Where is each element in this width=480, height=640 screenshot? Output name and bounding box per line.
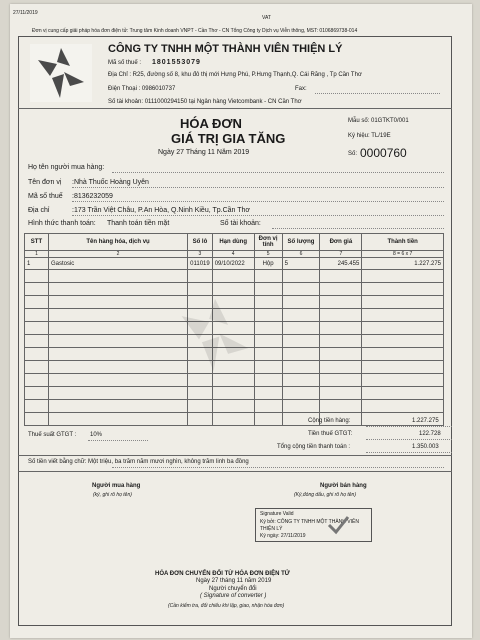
buyer-signature-note: (ký, ghi rõ họ tên) bbox=[93, 492, 132, 498]
signature-signer: Ký bởi: CÔNG TY TNHH MỘT THÀNH VIÊN bbox=[260, 519, 359, 525]
cell-unit: Hộp bbox=[254, 258, 282, 270]
col-header: Thành tiền bbox=[362, 234, 444, 251]
invoice-symbol: Ký hiệu: TL/19E bbox=[348, 133, 391, 139]
buyer-signature-title: Người mua hàng bbox=[92, 483, 141, 489]
invoice-number-label: Số: bbox=[348, 151, 358, 157]
subtotal-value: 1.227.275 bbox=[412, 418, 439, 424]
buyer-tax-value: :8136232059 bbox=[72, 193, 113, 200]
buyer-unit-label: Tên đơn vị bbox=[28, 179, 62, 186]
vat-label: Tiền thuế GTGT: bbox=[308, 431, 353, 437]
col-header: Đơn giá bbox=[320, 234, 362, 251]
seller-tax-label: Mã số thuế : bbox=[108, 60, 142, 66]
vat-rate-value: 10% bbox=[90, 432, 103, 438]
amount-in-words: Số tiền viết bằng chữ: Một triệu, ba trăm năm mươi nghìn, không trăm linh ba đồng bbox=[28, 459, 249, 465]
signature-date: Ký ngày: 27/11/2019 bbox=[260, 533, 306, 539]
seller-name: CÔNG TY TNHH MỘT THÀNH VIÊN THIỆN LÝ bbox=[108, 43, 343, 55]
payment-label: Hình thức thanh toán: bbox=[28, 220, 96, 227]
signature-valid: Signature Valid bbox=[260, 511, 294, 517]
col-header: Số lượng bbox=[282, 234, 320, 251]
buyer-address-value: :173 Trần Việt Châu, P.An Hòa, Q.Ninh Kiều, Tp.Cần Thơ bbox=[72, 207, 251, 214]
col-index: 1 bbox=[25, 251, 49, 258]
payment-value: Thanh toán tiền mặt bbox=[107, 220, 170, 227]
print-vat: VAT bbox=[262, 15, 271, 21]
buyer-name-label: Họ tên người mua hàng: bbox=[28, 164, 105, 171]
invoice-number: 0000760 bbox=[360, 146, 407, 160]
cell-lot: 011019 bbox=[188, 258, 213, 270]
check-note: (Cần kiểm tra, đối chiếu khi lập, giao, nhận hóa đơn) bbox=[168, 603, 285, 609]
cell-stt: 1 bbox=[25, 258, 49, 270]
seller-tax-code: 1801553079 bbox=[152, 59, 201, 66]
print-date: 27/11/2019 bbox=[13, 10, 38, 16]
buyer-address-label: Địa chỉ bbox=[28, 207, 50, 214]
vat-value: 122.728 bbox=[419, 431, 441, 437]
cell-amount: 1.227.275 bbox=[362, 258, 444, 270]
converter-label-en: ( Signature of converter ) bbox=[200, 593, 267, 599]
watermark-logo bbox=[170, 290, 260, 380]
col-header: Số lô bbox=[188, 234, 213, 251]
col-index: 5 bbox=[254, 251, 282, 258]
signature-signer-2: THIỆN LÝ bbox=[260, 526, 283, 532]
col-header: Hạn dùng bbox=[212, 234, 254, 251]
invoice-subtitle: GIÁ TRỊ GIA TĂNG bbox=[171, 131, 286, 146]
invoice-title: HÓA ĐƠN bbox=[180, 116, 242, 131]
seller-address: Địa Chỉ : R25, đường số 8, khu đô thị mới Hưng Phú, P.Hưng Thạnh,Q. Cái Răng , Tp Cần Thơ bbox=[108, 72, 362, 78]
buyer-account-label: Số tài khoản: bbox=[220, 220, 261, 227]
subtotal-label: Cộng tiền hàng: bbox=[308, 418, 351, 424]
cell-expiry: 09/10/2022 bbox=[212, 258, 254, 270]
col-index: 4 bbox=[212, 251, 254, 258]
digital-signature-box bbox=[255, 508, 372, 542]
col-header: STT bbox=[25, 234, 49, 251]
cell-qty: 5 bbox=[282, 258, 320, 270]
col-index: 8 = 6 x 7 bbox=[362, 251, 444, 258]
buyer-tax-label: Mã số thuế bbox=[28, 193, 63, 200]
col-header: Đơn vị tính bbox=[254, 234, 282, 251]
seller-signature-note: (Ký,đóng dấu, ghi rõ họ tên) bbox=[294, 492, 356, 498]
check-mark-icon bbox=[326, 515, 350, 535]
col-index: 3 bbox=[188, 251, 213, 258]
buyer-unit-value: :Nhà Thuốc Hoàng Uyên bbox=[72, 179, 149, 186]
provider-line: Đơn vị cung cấp giải pháp hóa đơn điện tử: Trung tâm Kinh doanh VNPT - Cần Thơ - CN Tổng Công ty Dịch vụ Viễn thông, MST: 0106869738-014 bbox=[32, 28, 358, 34]
cell-price: 245.455 bbox=[320, 258, 362, 270]
conversion-date: Ngày 27 tháng 11 năm 2019 bbox=[196, 578, 272, 584]
vat-rate-label: Thuế suất GTGT : bbox=[28, 432, 77, 438]
cell-product: Gastosic bbox=[48, 258, 187, 270]
conversion-title: HÓA ĐƠN CHUYỂN ĐỔI TỪ HÓA ĐƠN ĐIỆN TỬ bbox=[155, 571, 290, 577]
form-number: Mẫu số: 01GTKT0/001 bbox=[348, 118, 409, 124]
table-row bbox=[25, 258, 444, 270]
invoice-date: Ngày 27 Tháng 11 Năm 2019 bbox=[158, 149, 250, 156]
converter-label: Người chuyển đổi bbox=[209, 586, 257, 592]
seller-signature-title: Người bán hàng bbox=[320, 483, 367, 489]
total-label: Tổng cộng tiền thanh toán : bbox=[277, 444, 351, 450]
col-index: 7 bbox=[320, 251, 362, 258]
total-value: 1.350.003 bbox=[412, 444, 439, 450]
col-header: Tên hàng hóa, dịch vụ bbox=[48, 234, 187, 251]
seller-account: Số tài khoản: 0111000294150 tại Ngân hàng Vietcombank - CN Cần Thơ bbox=[108, 99, 302, 105]
col-index: 2 bbox=[48, 251, 187, 258]
seller-phone: Điện Thoại : 0986010737 bbox=[108, 86, 176, 92]
col-index: 6 bbox=[282, 251, 320, 258]
seller-fax: Fax: bbox=[295, 86, 307, 92]
company-logo bbox=[30, 44, 92, 102]
